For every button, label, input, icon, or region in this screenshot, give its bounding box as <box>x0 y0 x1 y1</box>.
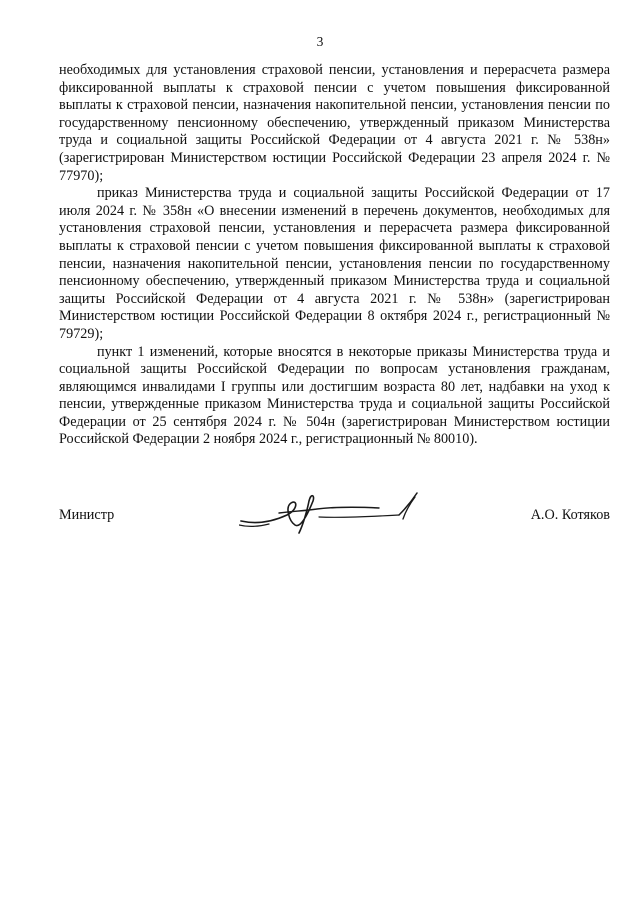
document-body <box>59 62 610 449</box>
signer-name: А.О. Котяков <box>530 507 610 523</box>
paragraph-item-1-changes: пункт 1 изменений, которые вносятся в некоторые приказы Министерства труда и социальной защиты Российской Федерации по вопросам установления гражданам, являющимся инвалидами I группы или достигшим возраста 80 лет, надбавки на уход к пенсии, утвержденные приказом Министерства труда и социальной защиты Российской Федерации от 25 сентября 2024 г. № 504н (зарегистрирован Министерством юстиции Российской Федерации 2 ноября 2024 г., регистрационный № 80010). <box>59 343 610 448</box>
handwritten-signature <box>239 491 429 541</box>
paragraph-order-358n: приказ Министерства труда и социальной защиты Российской Федерации от 17 июля 2024 г. № 358н «О внесении изменений в перечень документов, необходимых для установления страховой пенсии, установления и перерасчета размера фиксированной выплаты к страховой пенсии с учетом повышения фиксированной выплаты к страховой пенсии, назначения накопительной пенсии, установления пенсии по государственному пенсионному обеспечению, утвержденный приказом Министерства труда и социальной защиты Российской Федерации от 4 августа 2021 г. № 538н» (зарегистрирован Министерством юстиции Российской Федерации 8 октября 2024 г., регистрационный № 79729); <box>59 185 610 342</box>
position-title: Министр <box>59 507 115 523</box>
page-number: 3 <box>316 34 324 49</box>
paragraph-continuation: необходимых для установления страховой пенсии, установления и перерасчета размера фиксированной выплаты к страховой пенсии с учетом повышения фиксированной выплаты к страховой пенсии, назначения накопительной пенсии, установления пенсии по государственному пенсионному обеспечению, утвержденный приказом Министерства труда и социальной защиты Российской Федерации от 4 августа 2021 г. № 538н» (зарегистрирован Министерством юстиции Российской Федерации 23 апреля 2024 г. № 77970); <box>59 62 610 184</box>
signature-block <box>59 505 610 545</box>
